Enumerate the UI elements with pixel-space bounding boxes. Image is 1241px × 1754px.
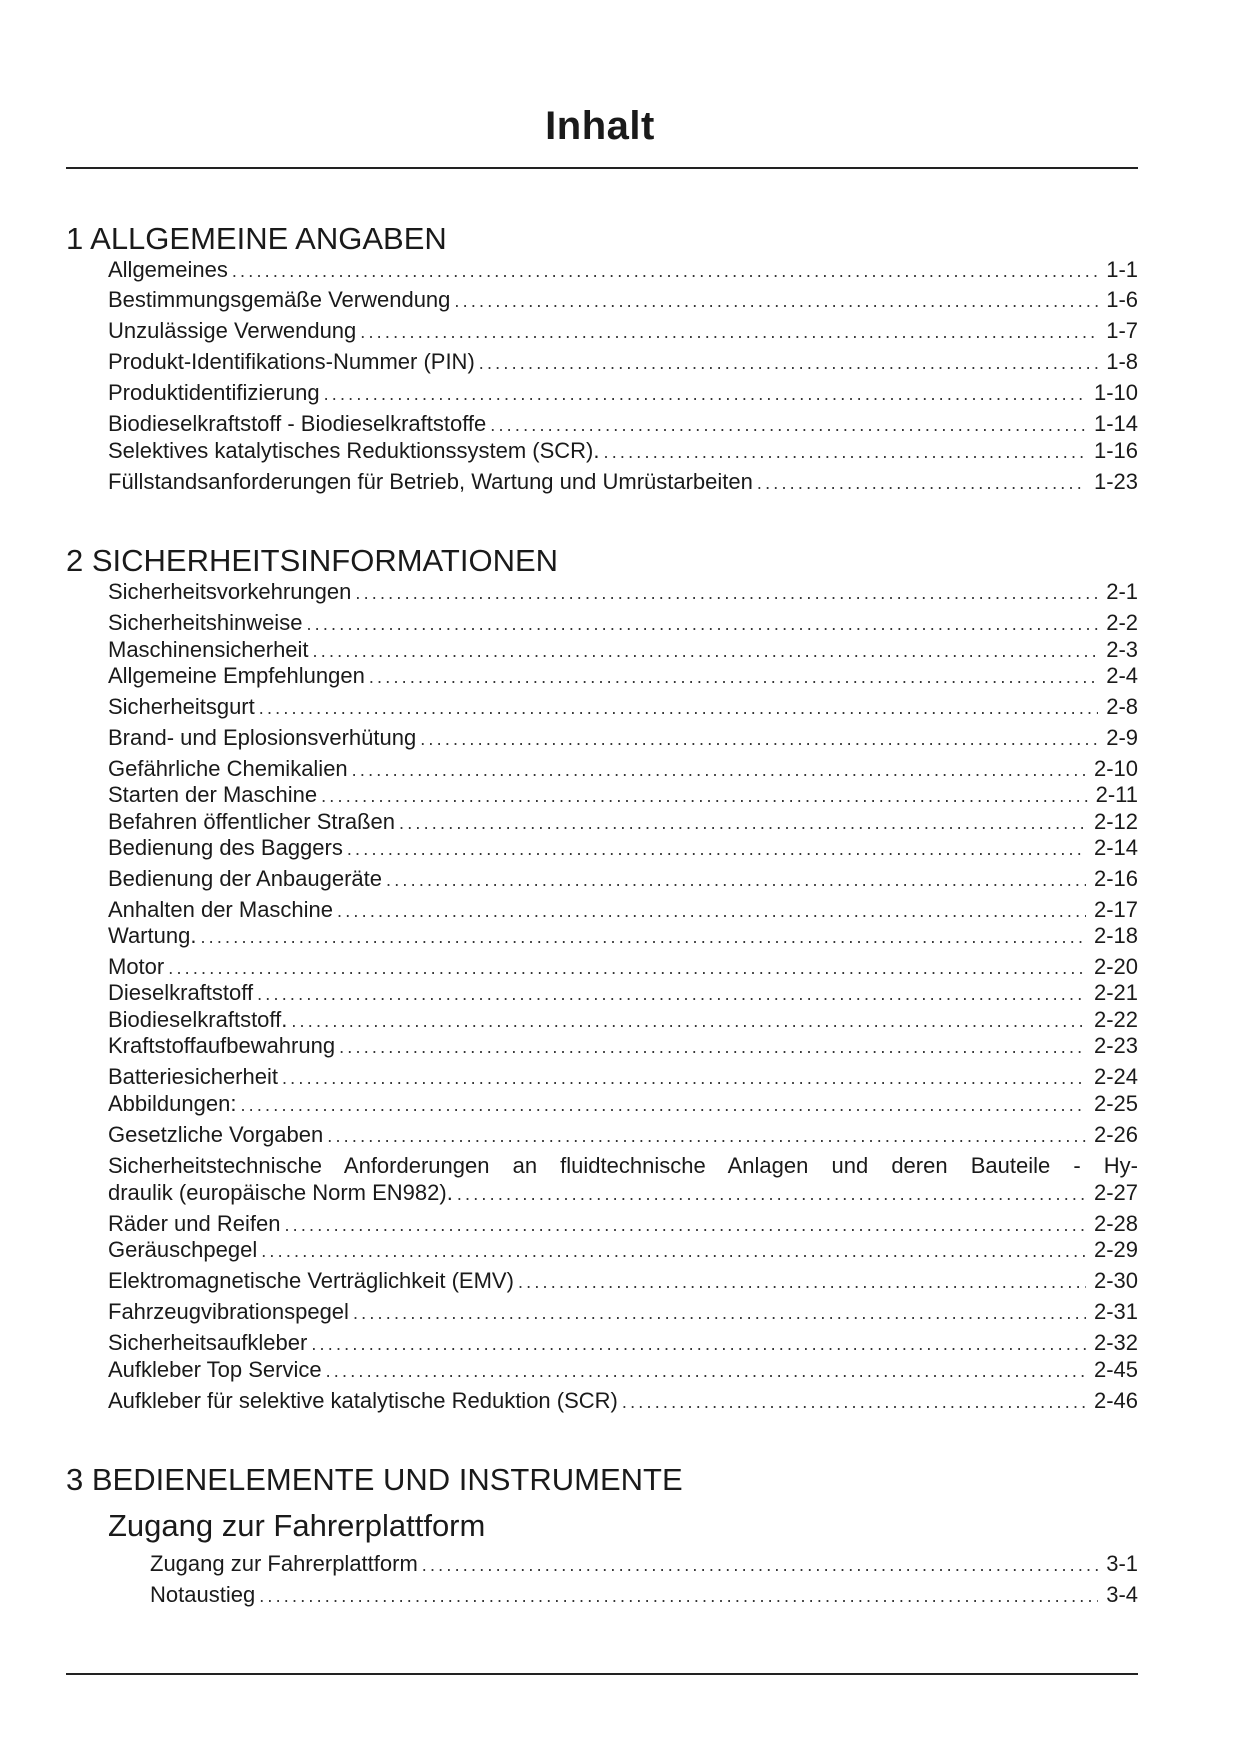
toc-entry[interactable] <box>108 256 1138 283</box>
footer-rule <box>66 1673 1138 1675</box>
toc-entry-page: 2-22 <box>1093 1007 1138 1032</box>
toc-entry-page: 2-46 <box>1093 1388 1138 1413</box>
toc-entry-page: 2-26 <box>1093 1122 1138 1147</box>
toc-entry-page: 1-8 <box>1106 349 1138 374</box>
toc-entry-page: 2-20 <box>1093 954 1138 979</box>
dot-leader <box>240 1092 1086 1119</box>
toc-entry-title: Befahren öffentlicher Straßen <box>108 809 395 834</box>
dot-leader <box>327 1123 1086 1150</box>
dot-leader <box>168 955 1086 982</box>
dot-leader <box>347 836 1086 863</box>
toc-entry[interactable] <box>108 781 1138 808</box>
toc-entry-page: 2-16 <box>1093 866 1138 891</box>
toc-entry[interactable] <box>108 662 1138 689</box>
toc-entry[interactable] <box>108 437 1138 464</box>
toc-entry-page: 1-23 <box>1093 469 1138 494</box>
toc-entry-multiline[interactable] <box>108 1152 1138 1206</box>
dot-leader <box>490 412 1086 439</box>
toc-entry[interactable] <box>108 1356 1138 1383</box>
dot-leader <box>259 1583 1098 1610</box>
header-rule <box>66 167 1138 169</box>
dot-leader <box>422 1552 1098 1579</box>
toc-entry-page: 2-4 <box>1106 663 1138 688</box>
toc-entry-title: Produktidentifizierung <box>108 380 320 405</box>
dot-leader <box>622 1389 1086 1416</box>
toc-entry-title: Dieselkraftstoff <box>108 980 254 1005</box>
dot-leader <box>757 470 1086 497</box>
toc-entry[interactable] <box>108 609 1138 636</box>
toc-entry[interactable] <box>108 1267 1138 1294</box>
toc-entry-page: 2-32 <box>1093 1330 1138 1355</box>
section-3-heading: 3 BEDIENELEMENTE UND INSTRUMENTE <box>66 1462 683 1497</box>
toc-entry-page: 2-25 <box>1093 1091 1138 1116</box>
toc-entry[interactable] <box>108 1298 1138 1325</box>
dot-leader <box>360 319 1098 346</box>
toc-entry[interactable] <box>108 1032 1138 1059</box>
section-3-subheading: Zugang zur Fahrerplattform <box>108 1508 486 1543</box>
toc-entry-title: Bestimmungsgemäße Verwendung <box>108 287 451 312</box>
toc-entry[interactable] <box>108 808 1138 835</box>
toc-entry-title: Füllstandsanforderungen für Betrieb, Wartung und Umrüstarbeiten <box>108 469 753 494</box>
toc-entry[interactable] <box>108 724 1138 751</box>
toc-entry-page: 3-1 <box>1106 1551 1138 1576</box>
dot-leader <box>355 580 1098 607</box>
section-1-heading: 1 ALLGEMEINE ANGABEN <box>66 221 447 256</box>
toc-entry-title: Sicherheitsvorkehrungen <box>108 579 352 604</box>
section-2-heading: 2 SICHERHEITSINFORMATIONEN <box>66 543 559 578</box>
toc-entry[interactable] <box>108 468 1138 495</box>
toc-entry-title: Sicherheitshinweise <box>108 610 303 635</box>
toc-entry[interactable] <box>150 1550 1138 1577</box>
toc-entry-title: Anhalten der Maschine <box>108 897 334 922</box>
toc-entry-title: Gefährliche Chemikalien <box>108 756 348 781</box>
dot-leader <box>326 1358 1086 1385</box>
toc-entry-title: Gesetzliche Vorgaben <box>108 1122 324 1147</box>
toc-entry[interactable] <box>108 922 1138 949</box>
toc-entry-title: Räder und Reifen <box>108 1211 281 1236</box>
dot-leader <box>282 1065 1086 1092</box>
toc-entry-title: Notaustieg <box>150 1582 256 1607</box>
toc-entry-page: 2-30 <box>1093 1268 1138 1293</box>
toc-entry-title: Wartung. <box>108 923 197 948</box>
dot-leader <box>604 439 1086 466</box>
toc-entry-title: Selektives katalytisches Reduktionssystem (SCR). <box>108 438 600 463</box>
dot-leader <box>518 1269 1086 1296</box>
dot-leader <box>479 350 1098 377</box>
dot-leader <box>337 898 1086 925</box>
toc-entry[interactable] <box>108 693 1138 720</box>
toc-entry[interactable] <box>108 636 1138 663</box>
dot-leader <box>369 664 1098 691</box>
dot-leader <box>352 757 1086 784</box>
toc-entry[interactable] <box>108 1387 1138 1414</box>
toc-entry-page: 2-18 <box>1093 923 1138 948</box>
toc-entry-page: 2-31 <box>1093 1299 1138 1324</box>
toc-entry-title: Maschinensicherheit <box>108 637 309 662</box>
toc-entry[interactable] <box>108 286 1138 313</box>
toc-entry-title: Sicherheitsgurt <box>108 694 255 719</box>
dot-leader <box>321 783 1087 810</box>
toc-entry-page: 2-24 <box>1093 1064 1138 1089</box>
page-title: Inhalt <box>545 104 655 148</box>
toc-entry[interactable] <box>108 317 1138 344</box>
toc-entry-page: 2-1 <box>1106 579 1138 604</box>
toc-entry-page: 2-11 <box>1095 782 1138 807</box>
toc-entry-title: Unzulässige Verwendung <box>108 318 357 343</box>
toc-entry[interactable] <box>108 348 1138 375</box>
toc-entry[interactable] <box>108 865 1138 892</box>
toc-entry-title: Abbildungen: <box>108 1091 237 1116</box>
toc-entry-page: 2-14 <box>1093 835 1138 860</box>
toc-entry-title: Geräuschpegel <box>108 1237 258 1262</box>
toc-entry-title: Allgemeine Empfehlungen <box>108 663 365 688</box>
toc-entry-page: 1-6 <box>1106 287 1138 312</box>
toc-entry-page: 1-10 <box>1093 380 1138 405</box>
toc-entry[interactable] <box>108 1063 1138 1090</box>
toc-entry-page: 2-3 <box>1106 637 1138 662</box>
toc-entry[interactable] <box>108 834 1138 861</box>
dot-leader <box>457 1181 1086 1208</box>
toc-entry-title: Biodieselkraftstoff. <box>108 1007 288 1032</box>
toc-entry-page: 2-10 <box>1093 756 1138 781</box>
toc-entry-title: Motor <box>108 954 165 979</box>
dot-leader <box>313 638 1099 665</box>
dot-leader <box>200 924 1086 951</box>
toc-entry[interactable] <box>108 896 1138 923</box>
toc-entry-page: 2-45 <box>1093 1357 1138 1382</box>
toc-entry[interactable] <box>108 410 1138 437</box>
toc-entry[interactable] <box>108 1329 1138 1356</box>
toc-entry-title: Allgemeines <box>108 257 228 282</box>
toc-entry-title: Zugang zur Fahrerplattform <box>150 1551 418 1576</box>
toc-entry-page: 2-23 <box>1093 1033 1138 1058</box>
toc-entry-page: 2-2 <box>1106 610 1138 635</box>
toc-entry[interactable] <box>108 379 1138 406</box>
toc-entry-title-line1: Sicherheitstechnische Anforderungen an fluidtechnische Anlagen und deren Bauteile - Hy- <box>108 1153 1138 1178</box>
toc-entry-title: Bedienung der Anbaugeräte <box>108 866 383 891</box>
toc-entry-title: Starten der Maschine <box>108 782 318 807</box>
toc-entry-page: 3-4 <box>1106 1582 1138 1607</box>
toc-entry-title: Bedienung des Baggers <box>108 835 343 860</box>
toc-entry-title: Sicherheitsaufkleber <box>108 1330 308 1355</box>
dot-leader <box>257 981 1086 1008</box>
toc-entry[interactable] <box>108 1210 1138 1237</box>
dot-leader <box>324 381 1086 408</box>
toc-entry-title: Aufkleber Top Service <box>108 1357 322 1382</box>
dot-leader <box>386 867 1086 894</box>
dot-leader <box>353 1300 1086 1327</box>
toc-entry-title: Biodieselkraftstoff - Biodieselkraftstoffe <box>108 411 487 436</box>
dot-leader <box>399 810 1086 837</box>
toc-entry[interactable] <box>108 755 1138 782</box>
dot-leader <box>232 258 1098 285</box>
toc-entry-page: 2-27 <box>1093 1180 1138 1205</box>
toc-entry[interactable] <box>108 979 1138 1006</box>
toc-entry-title: Fahrzeugvibrationspegel <box>108 1299 349 1324</box>
toc-entry[interactable] <box>108 1236 1138 1263</box>
toc-entry-page: 1-14 <box>1093 411 1138 436</box>
toc-entry-title: draulik (europäische Norm EN982). <box>108 1180 453 1205</box>
toc-entry[interactable] <box>108 953 1138 980</box>
toc-entry[interactable] <box>108 578 1138 605</box>
toc-entry-page: 2-21 <box>1093 980 1138 1005</box>
toc-entry-title: Brand- und Eplosionsverhütung <box>108 725 417 750</box>
toc-entry-page: 2-9 <box>1106 725 1138 750</box>
dot-leader <box>311 1331 1086 1358</box>
toc-entry-page: 1-1 <box>1106 257 1138 282</box>
toc-entry-page: 2-29 <box>1093 1237 1138 1262</box>
toc-entry-page: 2-28 <box>1093 1211 1138 1236</box>
toc-entry-page: 2-17 <box>1093 897 1138 922</box>
dot-leader <box>259 695 1098 722</box>
dot-leader <box>284 1212 1086 1239</box>
toc-entry-title: Aufkleber für selektive katalytische Reduktion (SCR) <box>108 1388 618 1413</box>
toc-entry-page: 1-7 <box>1106 318 1138 343</box>
toc-entry-page: 1-16 <box>1093 438 1138 463</box>
dot-leader <box>454 288 1098 315</box>
dot-leader <box>339 1034 1086 1061</box>
dot-leader <box>420 726 1098 753</box>
toc-entry[interactable] <box>108 1006 1138 1033</box>
dot-leader <box>261 1238 1086 1265</box>
toc-entry[interactable] <box>108 1121 1138 1148</box>
toc-entry-page: 2-8 <box>1106 694 1138 719</box>
toc-entry-title: Produkt-Identifikations-Nummer (PIN) <box>108 349 475 374</box>
toc-entry-title: Batteriesicherheit <box>108 1064 278 1089</box>
toc-entry[interactable] <box>150 1581 1138 1608</box>
dot-leader <box>306 611 1098 638</box>
toc-entry[interactable] <box>108 1090 1138 1117</box>
toc-entry-title: Elektromagnetische Verträglichkeit (EMV) <box>108 1268 514 1293</box>
toc-entry-page: 2-12 <box>1093 809 1138 834</box>
toc-entry-title: Kraftstoffaufbewahrung <box>108 1033 336 1058</box>
dot-leader <box>291 1008 1086 1035</box>
